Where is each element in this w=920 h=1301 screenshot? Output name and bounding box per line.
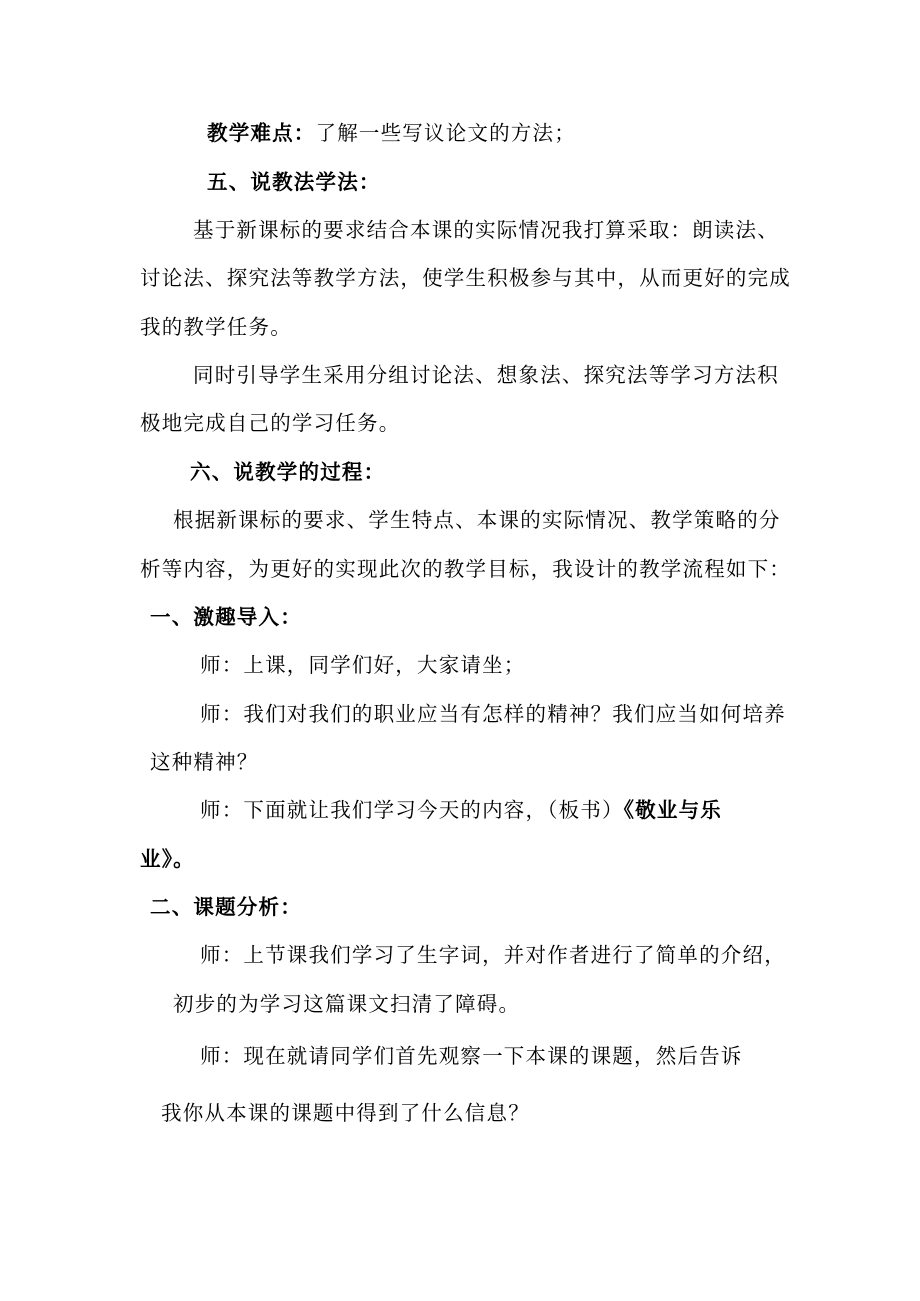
paragraph-1-line-1: 基于新课标的要求结合本课的实际情况我打算采取：朗读法、 [193, 218, 779, 242]
section-6-heading: 六、说教学的过程： [190, 460, 386, 484]
step-1-line-3: 这种精神？ [150, 750, 259, 774]
step-1-line-5 [140, 846, 195, 872]
paragraph-1-line-2: 讨论法、探究法等教学方法，使学生积极参与其中，从而更好的完成 [140, 266, 791, 290]
paragraph-2-line-1: 同时引导学生采用分组讨论法、想象法、探究法等学习方法积 [193, 363, 779, 387]
teaching-difficulty-label: 教学难点： [207, 121, 316, 145]
paragraph-3-line-1: 根据新课标的要求、学生特点、本课的实际情况、教学策略的分 [173, 508, 781, 532]
lesson-title-part-1: 《敬业与乐 [623, 798, 722, 822]
step-1-heading: 一、激趣导入： [150, 605, 302, 629]
paragraph-3-line-2: 析等内容，为更好的实现此次的教学目标，我设计的教学流程如下： [140, 557, 791, 581]
teaching-difficulty-text: 了解一些写议论文的方法； [315, 121, 576, 145]
step-2-line-1: 师：上节课我们学习了生字词，并对作者进行了简单的介绍， [200, 943, 786, 967]
lesson-title-period: 。 [173, 847, 195, 871]
step-2-line-4: 我你从本课的课题中得到了什么信息？ [161, 1101, 530, 1125]
teaching-difficulty-line [207, 120, 576, 146]
step-2-line-2: 初步的为学习这篇课文扫清了障碍。 [173, 992, 521, 1016]
paragraph-2-line-2: 极地完成自己的学习任务。 [140, 411, 401, 435]
paragraph-1-line-3: 我的教学任务。 [140, 315, 292, 339]
step-1-line-1: 师：上课，同学们好，大家请坐； [200, 653, 526, 677]
step-1-line-2: 师：我们对我们的职业应当有怎样的精神？我们应当如何培养 [200, 702, 786, 726]
step-2-heading: 二、课题分析： [150, 895, 302, 919]
step-2-line-3: 师：现在就请同学们首先观察一下本课的课题，然后告诉 [200, 1044, 743, 1068]
lesson-title-part-2: 业》 [140, 847, 174, 871]
section-5-heading: 五、说教法学法： [207, 170, 381, 194]
step-1-line-4 [200, 797, 722, 823]
step-1-line-4-text: 师：下面就让我们学习今天的内容，（板书） [200, 798, 624, 822]
